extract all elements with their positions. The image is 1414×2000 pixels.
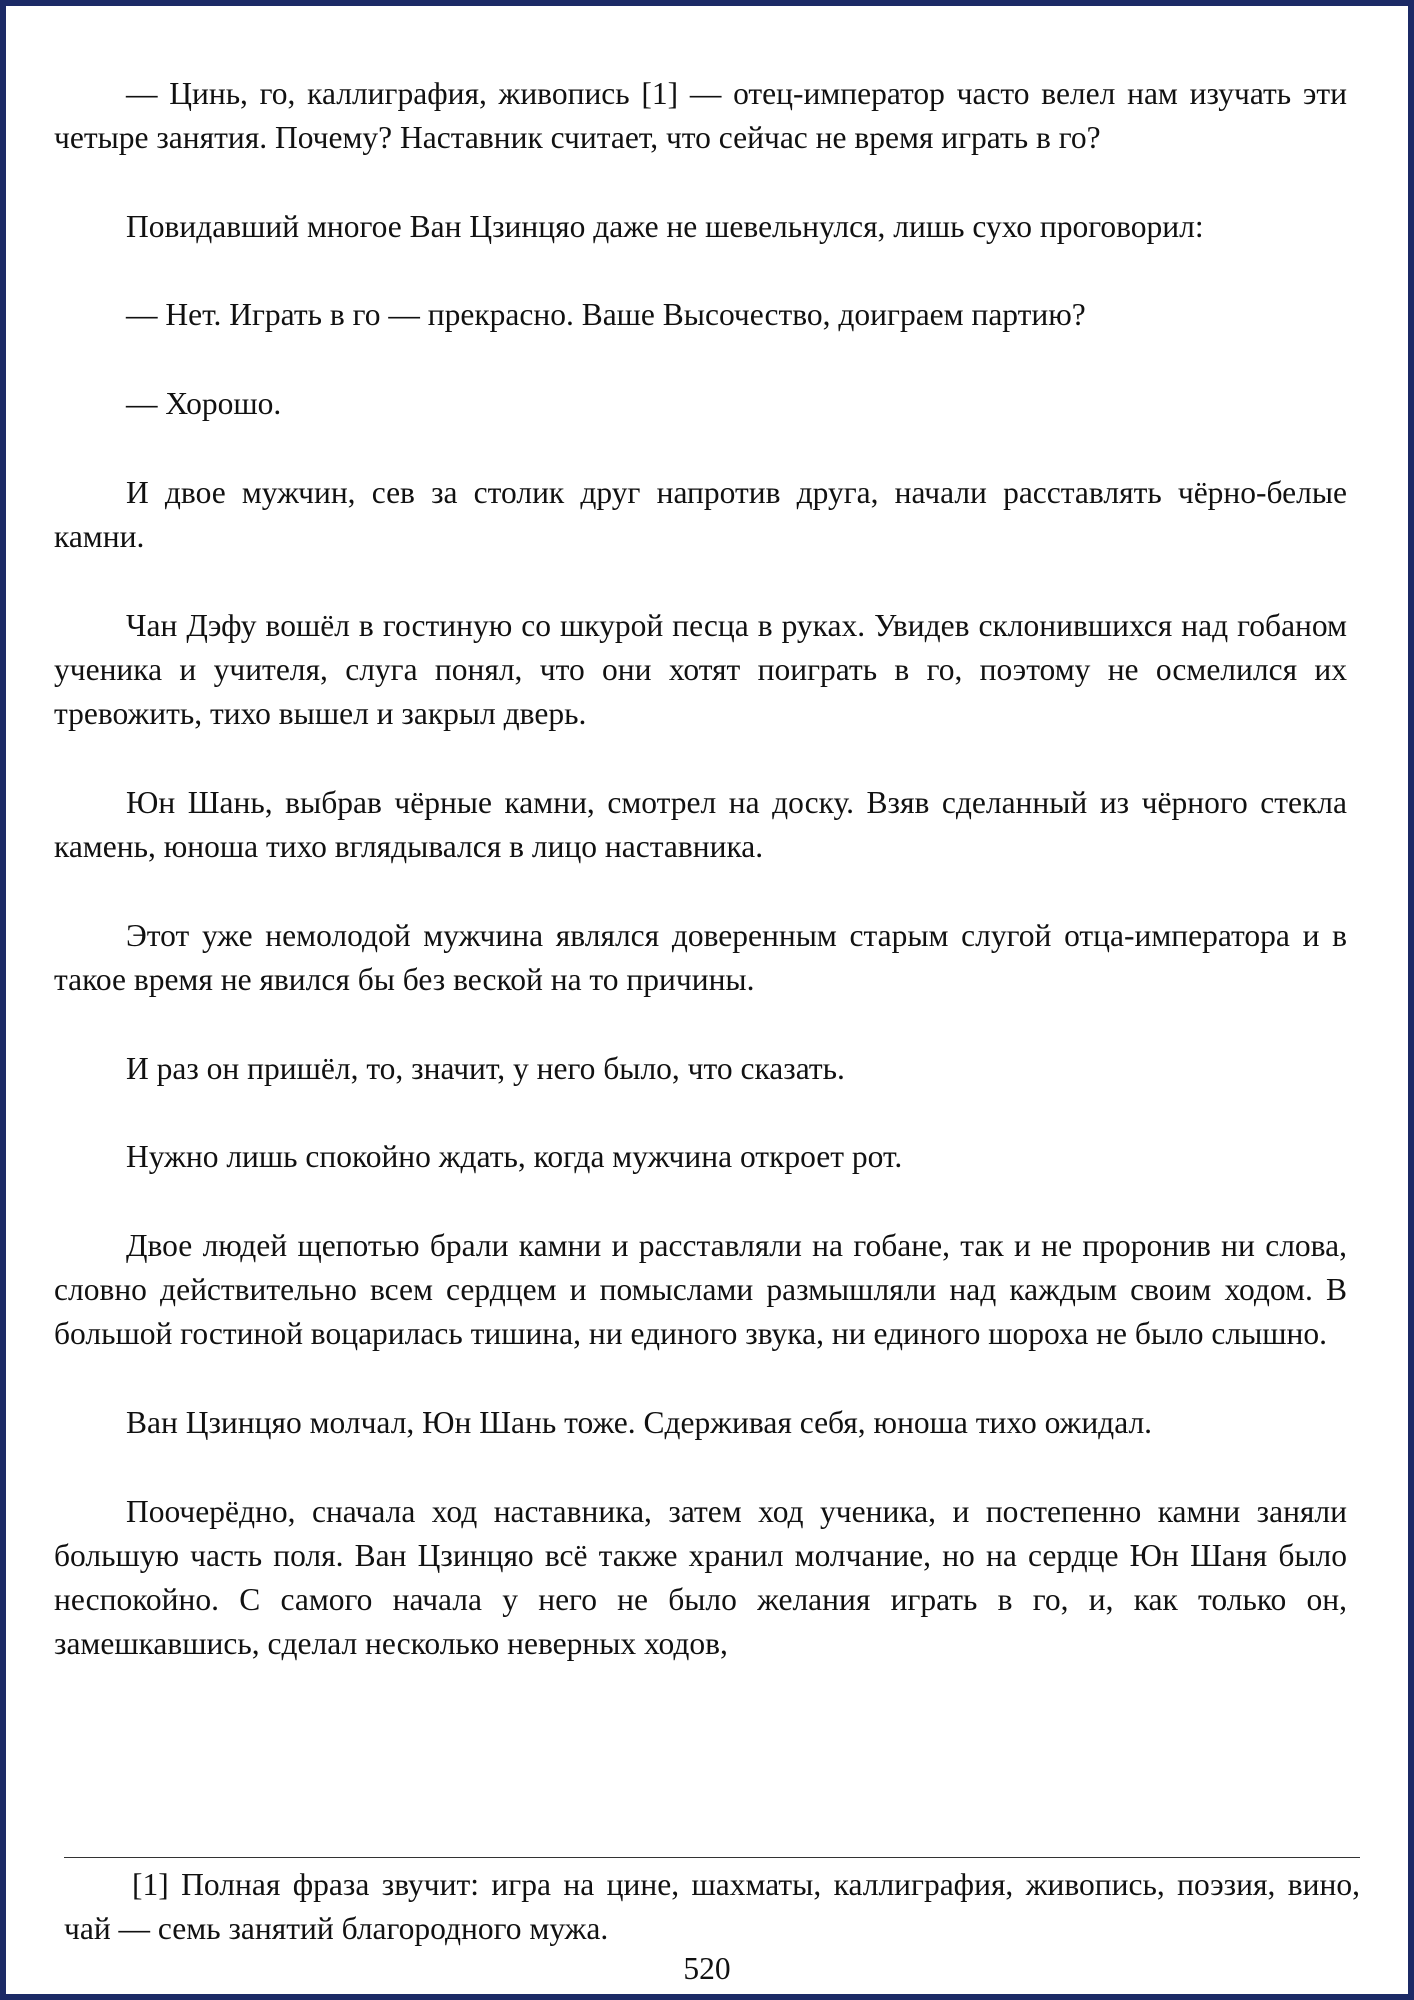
paragraph-1: — Цинь, го, каллиграфия, живопись [1] — отец-император часто велел нам изучать эти четыре занятия. Почему? Наставник считает, что сейчас не время играть в го? <box>54 76 1347 156</box>
paragraph-9: И раз он пришёл, то, значит, у него было, что сказать. <box>126 1050 845 1086</box>
paragraph-13: Поочерёдно, сначала ход наставника, затем ход ученика, и постепенно камни заняли большую часть поля. Ван Цзинцяо всё также хранил молчание, но на сердце Юн Шаня было неспокойно. С самого начала у него не было желания играть в го, и, как только он, замешкавшись, сделал несколько неверных ходов, <box>54 1493 1347 1662</box>
paragraph-7: Юн Шань, выбрав чёрные камни, смотрел на доску. Взяв сделанный из чёрного стекла камень, юноша тихо вглядывался в лицо наставника. <box>54 784 1347 865</box>
footnote: [1] Полная фраза звучит: игра на цине, шахматы, каллиграфия, живопись, поэзия, вино, чай — семь занятий благородного мужа. <box>64 1867 1360 1946</box>
paragraph-11: Двое людей щепотью брали камни и расставляли на гобане, так и не проронив ни слова, словно действительно всем сердцем и помыслами размышляли над каждым своим ходом. В большой гостиной воцарилась тишина, ни единого звука, ни единого шороха не было слышно. <box>54 1227 1347 1352</box>
paragraph-10: Нужно лишь спокойно ждать, когда мужчина откроет рот. <box>126 1139 903 1175</box>
paragraph-12: Ван Цзинцяо молчал, Юн Шань тоже. Сдерживая себя, юноша тихо ожидал. <box>126 1404 1153 1440</box>
footnote-divider <box>64 1857 1360 1858</box>
paragraph-6: Чан Дэфу вошёл в гостиную со шкурой песца в руках. Увидев склонившихся над гобаном ученика и учителя, слуга понял, что они хотят поиграть в го, поэтому не осмелился их тревожить, тихо вышел и закрыл дверь. <box>54 607 1347 732</box>
page-number: 520 <box>683 1951 731 1986</box>
paragraph-3: — Нет. Играть в го — прекрасно. Ваше Высочество, доиграем партию? <box>126 297 1086 333</box>
paragraph-4: — Хорошо. <box>126 386 282 422</box>
paragraph-8: Этот уже немолодой мужчина являлся доверенным старым слугой отца-императора и в такое время не явился бы без веской на то причины. <box>54 917 1347 997</box>
paragraph-5: И двое мужчин, сев за столик друг напротив друга, начали расставлять чёрно-белые камни. <box>54 474 1347 554</box>
paragraph-2: Повидавший многое Ван Цзинцяо даже не шевельнулся, лишь сухо проговорил: <box>126 208 1204 244</box>
body-text <box>54 72 1347 1667</box>
